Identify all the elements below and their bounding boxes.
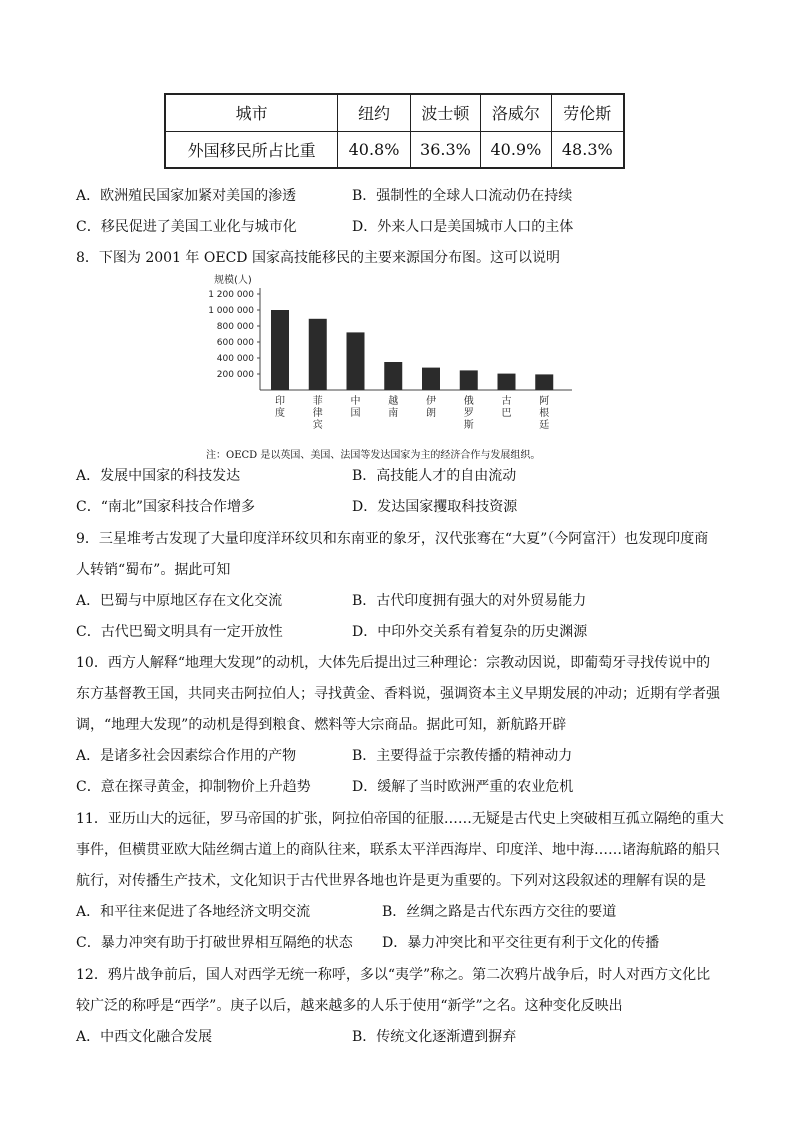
table-cell: 48.3%	[551, 131, 624, 168]
q11-option-d[interactable]: D．暴力冲突比和平交往更有利于文化的传播	[382, 935, 660, 951]
y-tick-label: 1 200 000	[208, 290, 254, 300]
table-header-cell: 劳伦斯	[551, 94, 624, 131]
q11-stem-line2: 事件，但横贯亚欧大陆丝绸古道上的商队往来，联系太平洋西海岸、印度洋、地中海……诸海航路的船只	[76, 842, 720, 858]
q9-stem-line1: 9．三星堆考古发现了大量印度洋环纹贝和东南亚的象牙，汉代张骞在“大夏”（今阿富汗）也发现印度商	[76, 531, 709, 547]
bar	[460, 370, 478, 390]
q8-option-c[interactable]: C．“南北”国家科技合作增多	[76, 499, 256, 515]
q9-option-b[interactable]: B．古代印度拥有强大的对外贸易能力	[352, 593, 587, 609]
q7-option-d[interactable]: D．外来人口是美国城市人口的主体	[352, 219, 574, 235]
q9-option-d[interactable]: D．中印外交关系有着复杂的历史渊源	[352, 624, 588, 640]
y-tick-label: 200 000	[216, 370, 254, 380]
bar	[535, 374, 553, 390]
q11-option-c[interactable]: C．暴力冲突有助于打破世界相互隔绝的状态	[76, 935, 353, 951]
table-header-cell: 城市	[165, 94, 338, 131]
x-tick-label: 古巴	[501, 396, 512, 419]
q7-option-c[interactable]: C．移民促进了美国工业化与城市化	[76, 219, 297, 235]
q10-stem-line3: 调，“地理大发现”的动机是得到粮食、燃料等大宗商品。据此可知，新航路开辟	[76, 717, 567, 733]
bar	[422, 368, 440, 390]
q8-option-b[interactable]: B．高技能人才的自由流动	[352, 468, 517, 484]
table-row-label: 外国移民所占比重	[165, 131, 338, 168]
q12-stem-line1: 12．鸦片战争前后，国人对西学无统一称呼，多以“夷学”称之。第二次鸦片战争后，时人对西方文化比	[76, 967, 711, 983]
bar	[309, 319, 327, 390]
y-tick-label: 400 000	[216, 354, 254, 364]
q9-option-a[interactable]: A．巴蜀与中原地区存在文化交流	[76, 593, 283, 609]
q10-option-a[interactable]: A．是诸多社会因素综合作用的产物	[76, 748, 297, 764]
q7-option-b[interactable]: B．强制性的全球人口流动仍在持续	[352, 188, 573, 204]
q11-option-a[interactable]: A．和平往来促进了各地经济文明交流	[76, 904, 311, 920]
q7-option-a[interactable]: A．欧洲殖民国家加紧对美国的渗透	[76, 188, 297, 204]
q8-option-d[interactable]: D．发达国家攫取科技资源	[352, 499, 518, 515]
q9-stem-line2: 人转销“蜀布”。据此可知	[76, 562, 231, 578]
y-axis-label: 规模(人)	[214, 275, 252, 286]
x-tick-label: 中国	[350, 396, 361, 419]
q10-option-b[interactable]: B．主要得益于宗教传播的精神动力	[352, 748, 573, 764]
x-tick-label: 阿根廷	[539, 396, 550, 431]
bar	[384, 362, 402, 390]
q10-option-d[interactable]: D．缓解了当时欧洲严重的农业危机	[352, 779, 574, 795]
bar	[347, 332, 365, 390]
x-tick-label: 俄罗斯	[463, 396, 474, 431]
y-tick-label: 1 000 000	[208, 306, 254, 316]
q10-stem-line2: 东方基督教王国，共同夹击阿拉伯人；寻找黄金、香料说，强调资本主义早期发展的冲动；近期有学者强	[76, 686, 720, 702]
q12-stem-line2: 较广泛的称呼是“西学”。庚子以后，越来越多的人乐于使用“新学”之名。这种变化反映出	[76, 998, 623, 1014]
table-header-cell: 波士顿	[410, 94, 480, 131]
q11-stem-line1: 11．亚历山大的远征，罗马帝国的扩张，阿拉伯帝国的征服……无疑是古代史上突破相互孤立隔绝的重大	[76, 811, 724, 827]
x-tick-label: 菲律宾	[312, 396, 323, 431]
x-tick-label: 越南	[388, 396, 399, 419]
x-tick-label: 伊朗	[426, 396, 436, 419]
table-header-cell: 纽约	[338, 94, 410, 131]
q11-option-b[interactable]: B．丝绸之路是古代东西方交往的要道	[382, 904, 617, 920]
table-cell: 40.8%	[338, 131, 410, 168]
bar	[271, 310, 289, 390]
bar	[498, 374, 516, 390]
table-cell: 36.3%	[410, 131, 480, 168]
x-tick-label: 印度	[275, 396, 285, 419]
y-tick-label: 600 000	[216, 338, 254, 348]
q10-option-c[interactable]: C．意在探寻黄金，抑制物价上升趋势	[76, 779, 311, 795]
table-header-row	[165, 94, 624, 131]
q8-stem: 8．下图为 2001 年 OECD 国家高技能移民的主要来源国分布图。这可以说明	[76, 250, 560, 266]
immigration-table	[164, 93, 625, 169]
y-tick-label: 800 000	[216, 322, 254, 332]
table-header-cell: 洛威尔	[481, 94, 551, 131]
q12-option-a[interactable]: A．中西文化融合发展	[76, 1029, 213, 1045]
q9-option-c[interactable]: C．古代巴蜀文明具有一定开放性	[76, 624, 283, 640]
q10-stem-line1: 10．西方人解释“地理大发现”的动机，大体先后提出过三种理论：宗教动因说，即葡萄牙寻找传说中的	[76, 655, 711, 671]
chart-note: 注：OECD 是以英国、美国、法国等发达国家为主的经济合作与发展组织。	[206, 450, 541, 461]
q8-option-a[interactable]: A．发展中国家的科技发达	[76, 468, 241, 484]
table-row	[165, 131, 624, 168]
q12-option-b[interactable]: B．传统文化逐渐遭到摒弃	[352, 1029, 517, 1045]
q11-stem-line3: 航行，对传播生产技术，文化知识于古代世界各地也许是更为重要的。下列对这段叙述的理解有误的是	[76, 873, 706, 889]
bar-chart	[200, 272, 580, 440]
table-cell: 40.9%	[481, 131, 551, 168]
